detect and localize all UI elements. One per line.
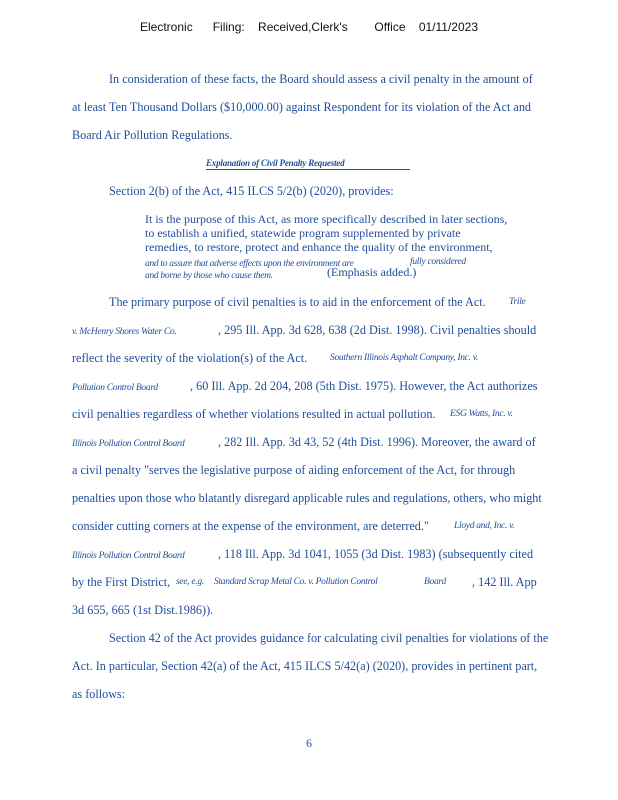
case-citation: Southern Illinois Asphalt Company, Inc. v. bbox=[330, 353, 479, 363]
paragraph-line: as follows: bbox=[72, 687, 126, 701]
paragraph-line: a civil penalty "serves the legislative purpose of aiding enforcement of the Act, for through bbox=[72, 463, 516, 477]
paragraph-line: Section 2(b) of the Act, 415 ILCS 5/2(b) (2020), provides: bbox=[109, 184, 394, 198]
case-citation: Pollution Control Board bbox=[72, 383, 158, 393]
paragraph-line bbox=[109, 295, 526, 309]
case-citation: Trile bbox=[509, 297, 526, 307]
text-run: reflect the severity of the violation(s) of the Act. bbox=[72, 351, 308, 365]
paragraph-line: at least Ten Thousand Dollars ($10,000.00) against Respondent for its violation of the Act and bbox=[72, 100, 532, 114]
text-run: consider cutting corners at the expense of the environment, are deterred." bbox=[72, 519, 429, 533]
case-citation: Board bbox=[424, 577, 446, 587]
filing-header: Electronic Filing: Received,Clerk's Office 01/11/2023 bbox=[140, 20, 478, 34]
paragraph-line bbox=[72, 351, 479, 365]
text-run: The primary purpose of civil penalties is to aid in the enforcement of the Act. bbox=[109, 295, 486, 309]
quote-line: to establish a unified, statewide program supplemented by private bbox=[145, 226, 461, 240]
case-citation: Lloyd and, Inc. v. bbox=[454, 521, 515, 531]
case-citation: Standard Scrap Metal Co. v. Pollution Control bbox=[214, 577, 378, 587]
paragraph-line: Act. In particular, Section 42(a) of the Act, 415 ILCS 5/42(a) (2020), provides in pertinent part, bbox=[72, 659, 538, 673]
text-run: , 142 Ill. App bbox=[472, 575, 537, 589]
case-citation: ESG Watts, Inc. v. bbox=[450, 409, 513, 419]
section-heading: Explanation of Civil Penalty Requested bbox=[206, 158, 410, 170]
text-run: , 295 Ill. App. 3d 628, 638 (2d Dist. 1998). Civil penalties should bbox=[218, 323, 537, 337]
text-run: , 282 Ill. App. 3d 43, 52 (4th Dist. 1996). Moreover, the award of bbox=[218, 435, 536, 449]
text-run: , 60 Ill. App. 2d 204, 208 (5th Dist. 1975). However, the Act authorizes bbox=[190, 379, 538, 393]
quote-emphasis: and to assure that adverse effects upon the environment are bbox=[145, 259, 354, 269]
quote-line: It is the purpose of this Act, as more specifically described in later sections, bbox=[145, 212, 508, 226]
paragraph-line: Section 42 of the Act provides guidance for calculating civil penalties for violations of the bbox=[109, 631, 549, 645]
paragraph-line: 3d 655, 665 (1st Dist.1986)). bbox=[72, 603, 214, 617]
case-citation: see, e.g. bbox=[176, 577, 204, 587]
case-citation: Illinois Pollution Control Board bbox=[72, 439, 185, 449]
paragraph-line bbox=[72, 435, 536, 451]
quote-emphasis: and borne by those who cause them. bbox=[145, 271, 273, 281]
quote-line: remedies, to restore, protect and enhance the quality of the environment, bbox=[145, 240, 493, 254]
paragraph-line: In consideration of these facts, the Board should assess a civil penalty in the amount of bbox=[109, 72, 533, 86]
page-number: 6 bbox=[306, 736, 312, 750]
paragraph-line: penalties upon those who blatantly disregard applicable rules and regulations, others, who might bbox=[72, 491, 542, 505]
case-citation: v. McHenry Shores Water Co. bbox=[72, 327, 177, 337]
paragraph-line bbox=[72, 379, 538, 395]
quote-emphasis: fully considered bbox=[410, 257, 466, 267]
emphasis-note: (Emphasis added.) bbox=[327, 265, 417, 279]
paragraph-line bbox=[72, 575, 537, 589]
paragraph-line bbox=[72, 519, 515, 533]
quote-line bbox=[145, 265, 417, 283]
paragraph-line bbox=[72, 407, 513, 421]
paragraph-line bbox=[72, 323, 537, 339]
text-run: by the First District, bbox=[72, 575, 171, 589]
text-run: , 118 Ill. App. 3d 1041, 1055 (3d Dist. 1983) (subsequently cited bbox=[218, 547, 534, 561]
text-run: civil penalties regardless of whether violations resulted in actual pollution. bbox=[72, 407, 436, 421]
paragraph-line: Board Air Pollution Regulations. bbox=[72, 128, 233, 142]
case-citation: Illinois Pollution Control Board bbox=[72, 551, 185, 561]
paragraph-line bbox=[72, 547, 534, 563]
